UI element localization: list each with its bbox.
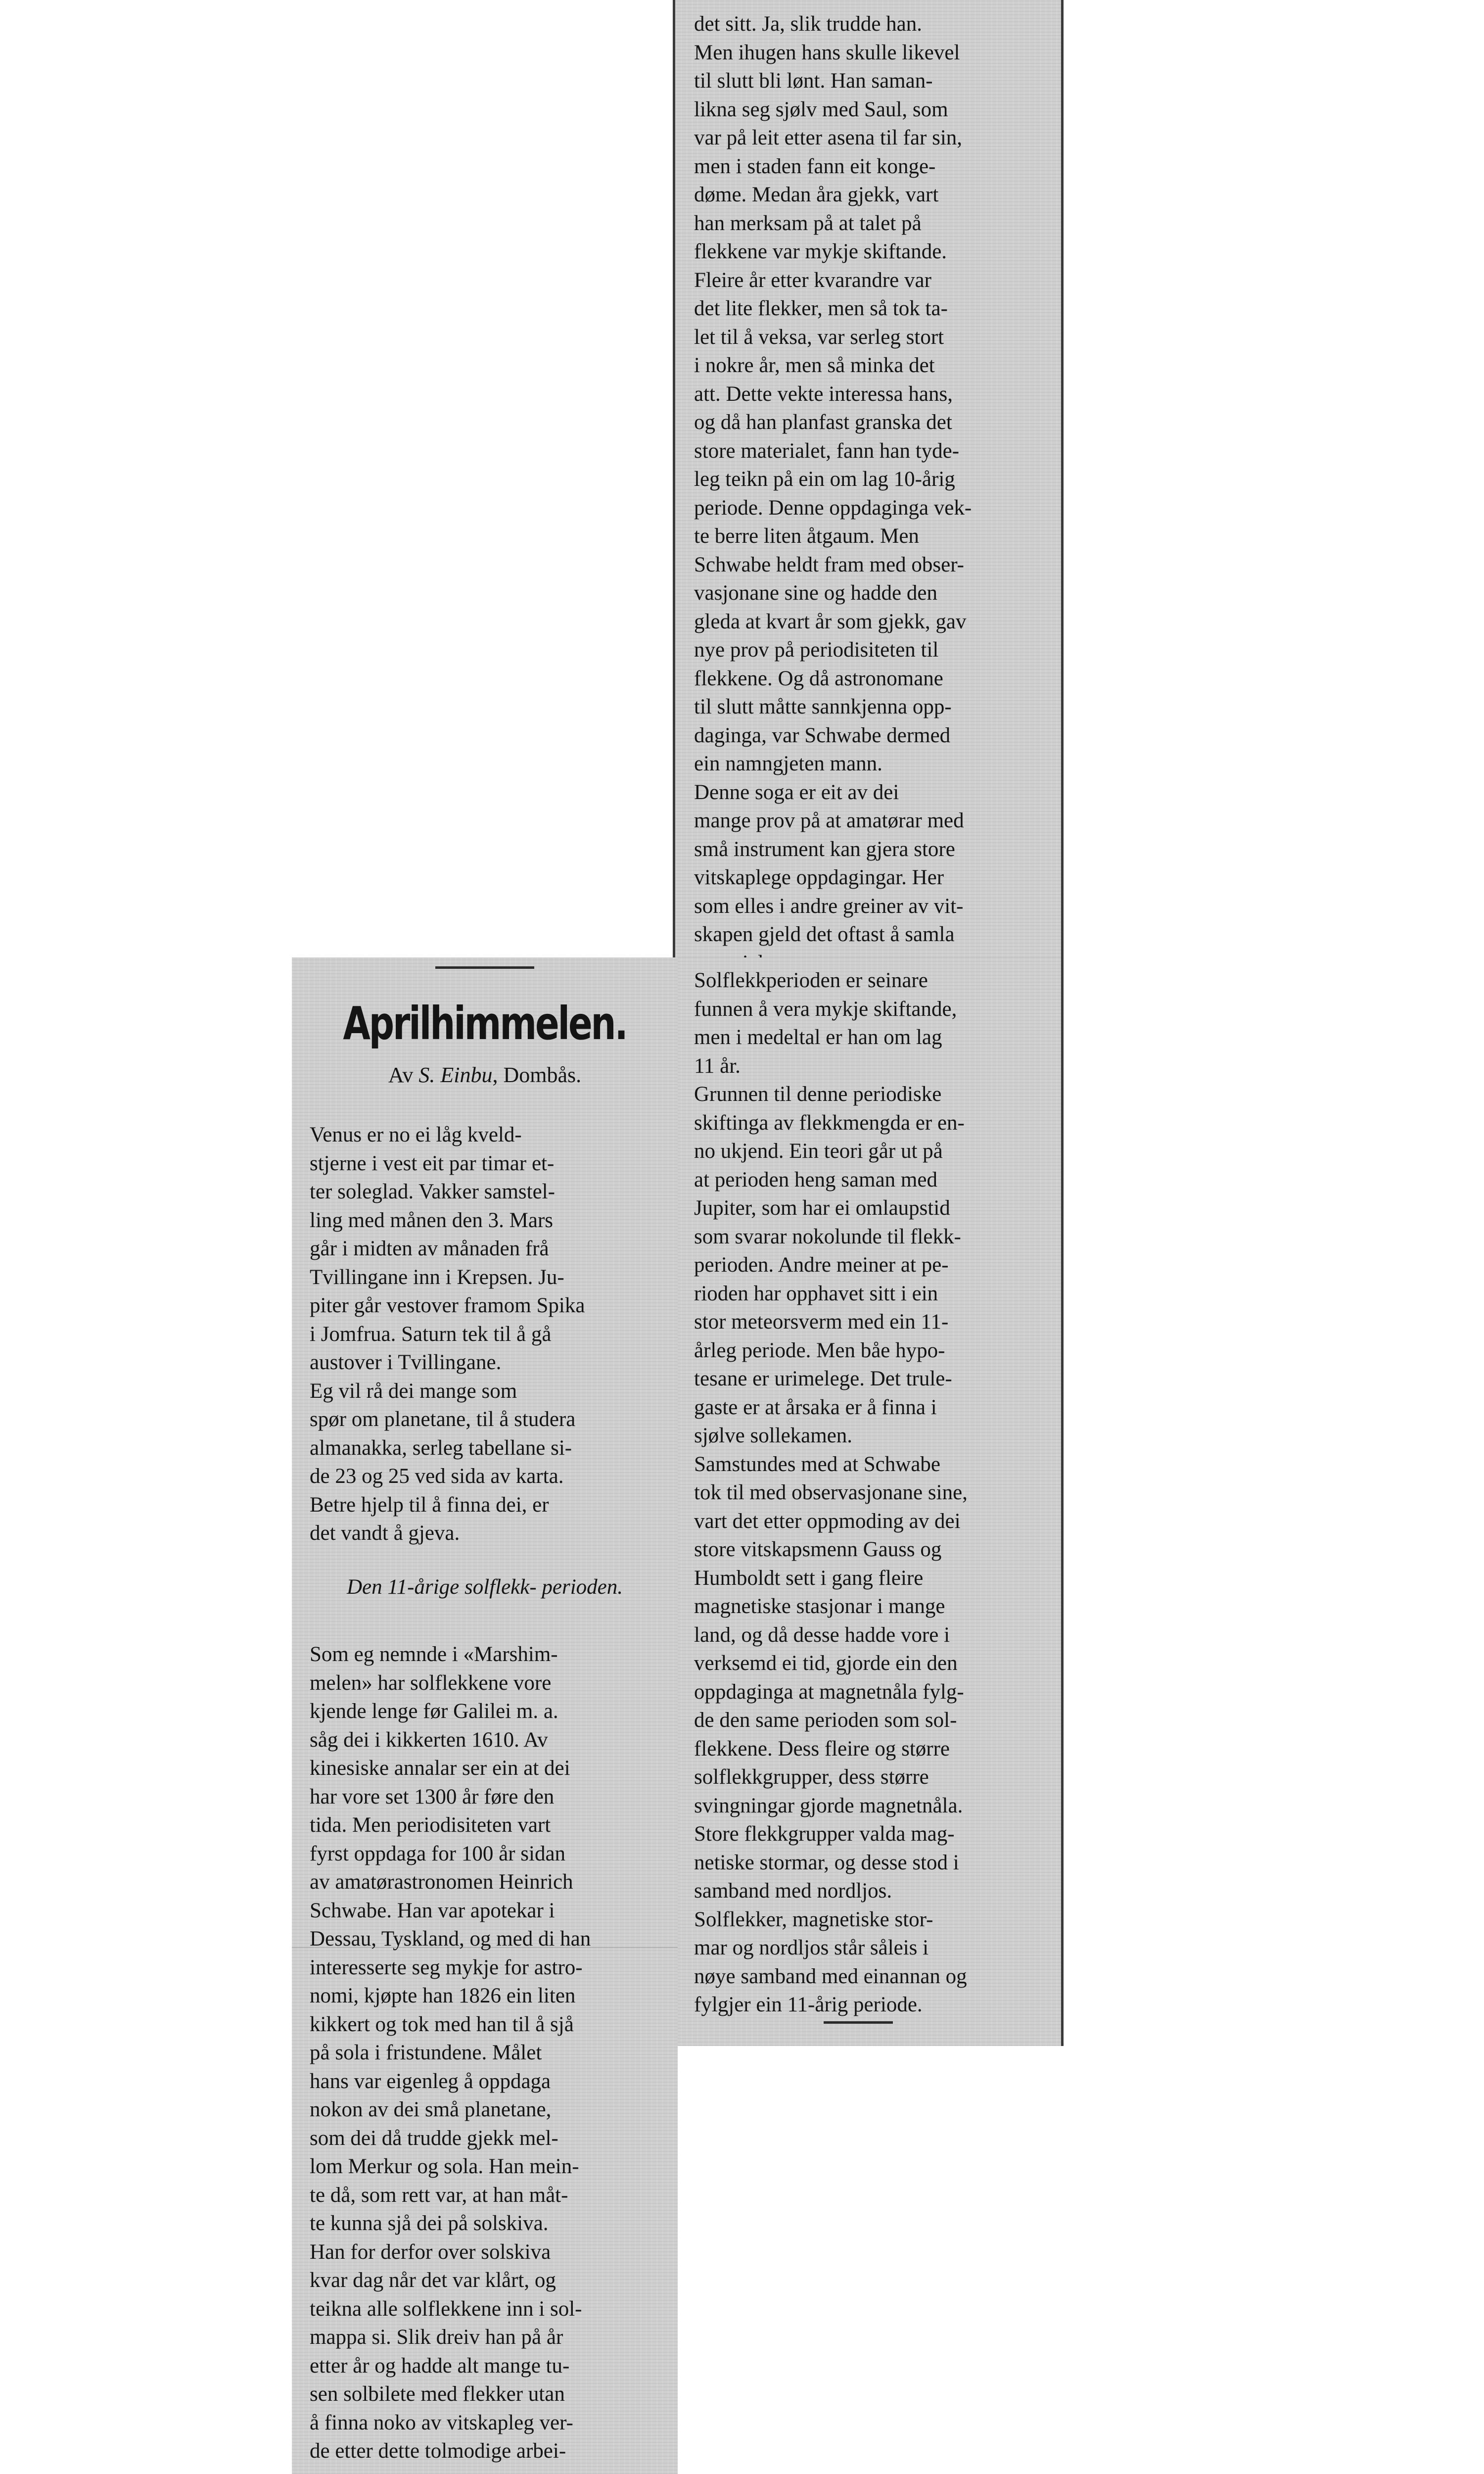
byline-author: S. Einbu xyxy=(418,1063,493,1087)
fold-crease xyxy=(292,1947,678,1948)
column-1-body-section xyxy=(310,1640,660,2466)
byline-place: , Dombås. xyxy=(492,1063,582,1087)
article-column-1 xyxy=(292,957,678,2474)
intro-section xyxy=(310,1121,660,1548)
article-column-2-bottom xyxy=(673,957,1064,2046)
column-1-body-text: Som eg nemnde i «Marshim- melen» har solflekkene vore kjende lenge før Galilei m. a. såg dei i kikkerten 1610. Av kinesiske annalar ser ein at dei har vore set 1300 år føre den tida. Men periodisiteten vart fyrst oppdaga for 100 år sidan av amatørastronomen Heinrich Schwabe. Han var apotekar i Dessau, Tyskland, og med di han interesserte seg mykje for astro- nomi, kjøpte han 1826 ein liten kikkert og tok med han til å sjå på sola i fristundene. Målet hans var eigenleg å oppdaga nokon av dei små planetane, som dei då trudde gjekk mel- lom Merkur og sola. Han mein- te då, som rett var, at han måt- te kunna sjå dei på solskiva. Han for derfor over solskiva kvar dag når det var klårt, og teikna alle solflekkene inn i sol- mappa si. Slik dreiv han på år etter år og hadde alt mange tu- sen solbilete med flekker utan å finna noko av vitskapleg ver- de etter dette tolmodige arbei- xyxy=(310,1643,591,2463)
column-2-bottom-text: Solflekkperioden er seinare funnen å vera mykje skiftande, men i medeltal er han om lag 11 år. Grunnen til denne periodiske skiftinga av flekkmengda er en- no ukjend. Ein teori går ut på at perioden heng saman med Jupiter, som har ei omlaupstid som svarar nokolunde til flekk- perioden. Andre meiner at pe- rioden har opphavet sitt i ein stor meteorsverm med ein 11- årleg periode. Men båe hypo- tesane er urimelege. Det trule- gaste er at årsaka er å finna i sjølve sollekamen. Samstundes med at Schwabe tok til med observasjonane sine, vart det etter oppmoding av dei store vitskapsmenn Gauss og Humboldt sett i gang fleire magnetiske stasjonar i mange land, og då desse hadde vore i verksemd ei tid, gjorde ein den oppdaginga at magnetnåla fylg- de den same perioden som sol- flekkene. Dess fleire og større solflekkgrupper, dess større svingningar gjorde magnetnåla. Store flekkgrupper valda mag- netiske stormar, og desse stod i samband med nordljos. Solflekker, magnetiske stor- mar og nordljos står såleis i nøye samband med einannan og fylgjer ein 11-årig periode. xyxy=(694,969,968,2016)
end-rule xyxy=(824,2021,893,2024)
column-2-top-text: det sitt. Ja, slik trudde han. Men ihugen hans skulle likevel til slutt bli lønt. Han saman- likna seg sjølv med Saul, som var på leit etter asena til far sin, men i staden fann eit konge- døme. Medan åra gjekk, vart han merksam på at talet på flekkene var mykje skiftande. Fleire år etter kvarandre var det lite flekker, men så tok ta- let til å veksa, var serleg stort i nokre år, men så minka det att. Dette vekte interessa hans, og då han planfast granska det store materialet, fann han tyde- leg teikn på ein om lag 10-årig periode. Denne oppdaginga vek- te berre liten åtgaum. Men Schwabe heldt fram med obser- vasjonane sine og hadde den gleda at kvart år som gjekk, gav nye prov på periodisiteten til flekkene. Og då astronomane til slutt måtte sannkjenna opp- daginga, var Schwabe dermed ein namngjeten mann. Denne soga er eit av dei mange prov på at amatørar med små instrument kan gjera store vitskaplege oppdagingar. Her som elles i andre greiner av vit- skapen gjeld det oftast å samla xyxy=(694,12,972,946)
byline xyxy=(292,1062,678,1088)
subheading-section xyxy=(310,1573,660,1601)
intro-text: Venus er no ei låg kveld- stjerne i vest eit par timar et- ter soleglad. Vakker samstel- ling med månen den 3. Mars går i midten av månaden frå Tvillingane inn i Krepsen. Ju- piter går vestover framom Spika i Jomfrua. Saturn tek til å gå austover i Tvillingane. Eg vil rå dei mange som spør om planetane, til å studera almanakka, serleg tabellane si- de 23 og 25 ved sida av karta. Betre hjelp til å finna dei, er det vandt å gjeva. xyxy=(310,1123,585,1545)
byline-prefix: Av xyxy=(388,1063,414,1087)
article-column-2-top xyxy=(673,0,1064,957)
section-subheading: Den 11-årige solflekk- perioden. xyxy=(346,1575,623,1599)
top-rule xyxy=(435,966,534,969)
article-title: Aprilhimmelen. xyxy=(343,997,627,1050)
